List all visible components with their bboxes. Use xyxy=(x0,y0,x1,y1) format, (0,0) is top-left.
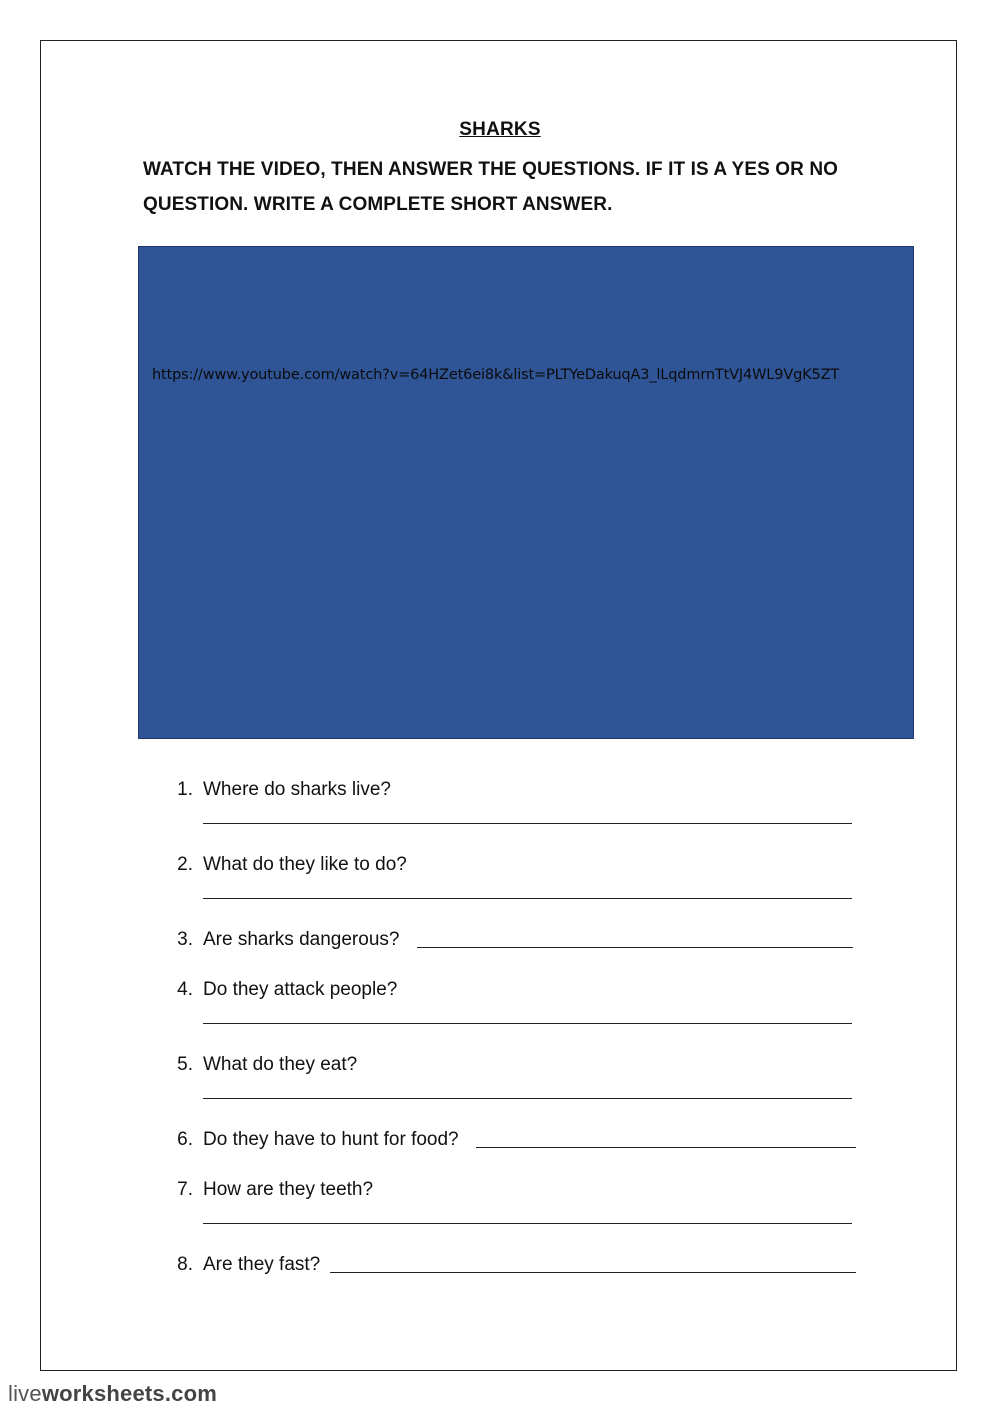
worksheet-title: SHARKS xyxy=(459,119,541,140)
answer-field-6[interactable] xyxy=(476,1147,856,1148)
question-text: Are they fast? xyxy=(203,1254,321,1275)
answer-field-2[interactable] xyxy=(203,898,852,899)
question-number: 1. xyxy=(177,779,193,800)
answer-field-8[interactable] xyxy=(330,1272,856,1273)
question-text: How are they teeth? xyxy=(203,1179,374,1200)
answer-field-5[interactable] xyxy=(203,1098,852,1099)
answer-field-4[interactable] xyxy=(203,1023,852,1024)
question-text: What do they eat? xyxy=(203,1054,358,1075)
liveworksheets-logo[interactable] xyxy=(8,1381,217,1407)
video-url[interactable]: https://www.youtube.com/watch?v=64HZet6ei8k&list=PLTYeDakuqA3_lLqdmrnTtVJ4WL9VgK5ZT xyxy=(152,367,840,383)
logo-part-live: live xyxy=(8,1381,42,1406)
question-number: 2. xyxy=(177,854,193,875)
instructions-text: WATCH THE VIDEO, THEN ANSWER THE QUESTIONS. IF IT IS A YES OR NO QUESTION. WRITE A COMPLETE SHORT ANSWER. xyxy=(143,159,839,215)
answer-field-3[interactable] xyxy=(417,947,853,948)
answer-field-1[interactable] xyxy=(203,823,852,824)
question-number: 7. xyxy=(177,1179,193,1200)
question-number: 3. xyxy=(177,929,193,950)
question-text: Are sharks dangerous? xyxy=(203,929,400,950)
question-text: Do they attack people? xyxy=(203,979,398,1000)
question-number: 4. xyxy=(177,979,193,1000)
video-embed[interactable] xyxy=(138,246,914,739)
logo-part-worksheets: worksheets.com xyxy=(41,1381,218,1406)
question-number: 8. xyxy=(177,1254,193,1275)
question-text: Do they have to hunt for food? xyxy=(203,1129,459,1150)
question-number: 5. xyxy=(177,1054,193,1075)
question-number: 6. xyxy=(177,1129,193,1150)
question-text: What do they like to do? xyxy=(203,854,407,875)
question-text: Where do sharks live? xyxy=(203,779,391,800)
answer-field-7[interactable] xyxy=(203,1223,852,1224)
